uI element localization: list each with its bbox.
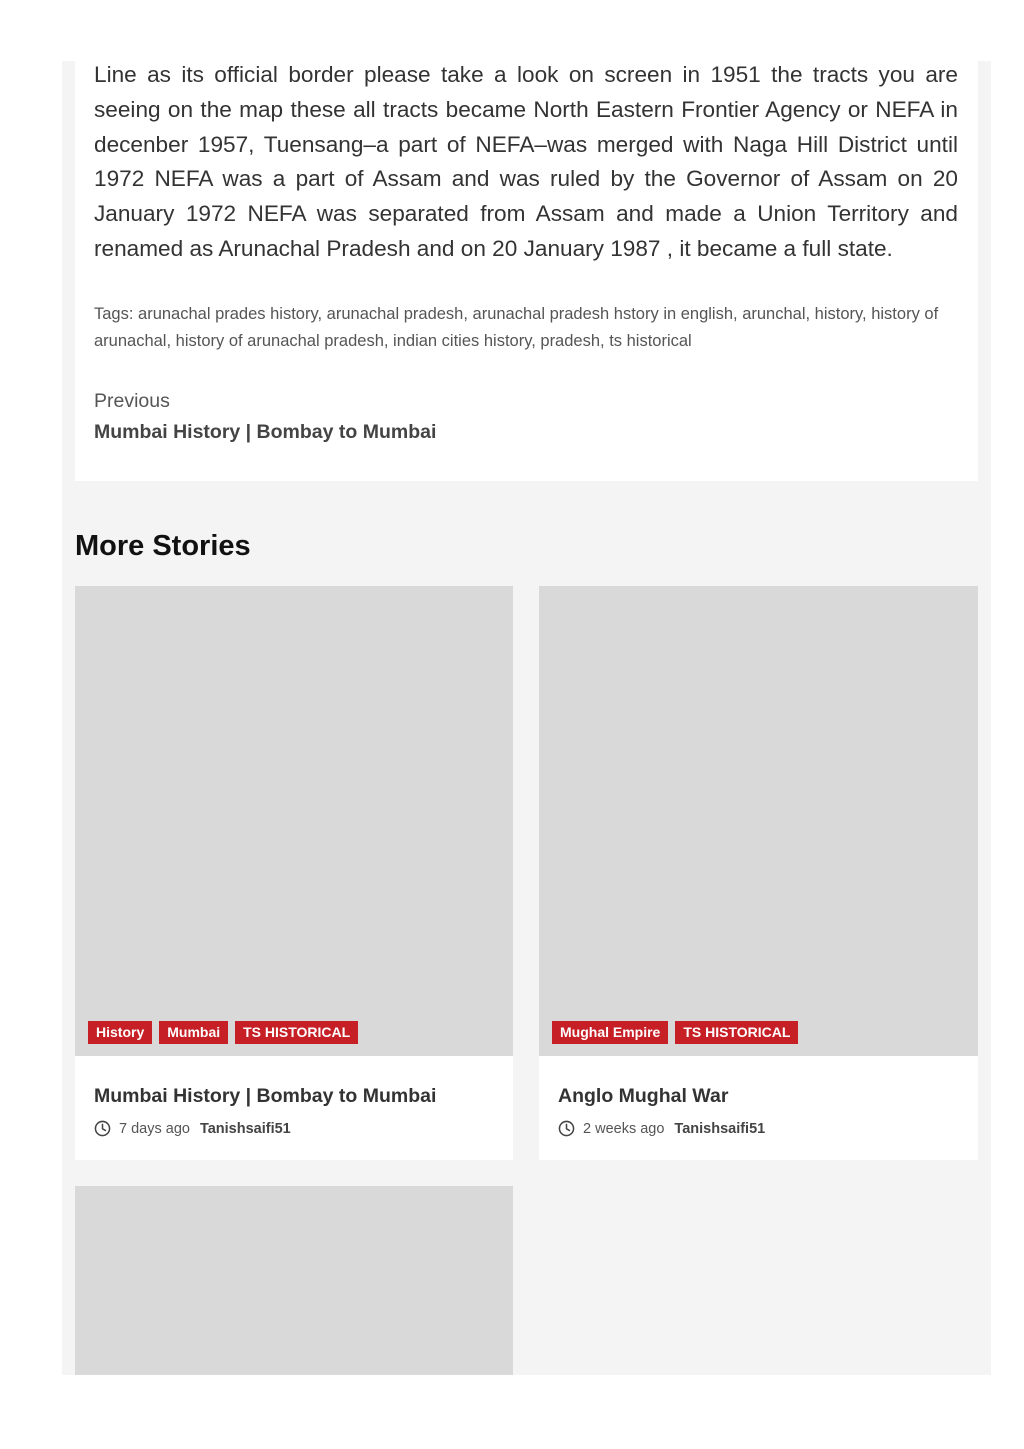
story-author-link[interactable]: Tanishsaifi51: [199, 1120, 291, 1137]
tag-link[interactable]: arunachal pradesh: [326, 305, 464, 323]
story-title-link[interactable]: Mumbai History | Bombay to Mumbai: [94, 1085, 437, 1107]
category-badge[interactable]: History: [88, 1021, 152, 1044]
story-card: [539, 586, 978, 1160]
tags-label: Tags:: [94, 305, 134, 323]
clock-icon: [94, 1120, 111, 1137]
story-time: 7 days ago: [119, 1120, 190, 1137]
tag-link[interactable]: ts historical: [609, 332, 692, 350]
story-meta: [94, 1120, 291, 1137]
story-thumbnail[interactable]: [75, 586, 513, 1056]
story-time: 2 weeks ago: [583, 1120, 665, 1137]
tag-link[interactable]: indian cities history: [393, 332, 532, 350]
tag-link[interactable]: history of arunachal: [94, 305, 939, 350]
story-thumbnail[interactable]: [75, 1186, 513, 1375]
category-badge[interactable]: TS HISTORICAL: [235, 1021, 358, 1044]
story-title-link[interactable]: Anglo Mughal War: [558, 1085, 729, 1107]
category-badge[interactable]: Mughal Empire: [552, 1021, 668, 1044]
article-body-text: Line as its official border please take a look on screen in 1951 the tracts you are seeing on the map these all tracts became North Eastern Frontier Agency or NEFA in decenber 1957, Tuensang–a part of NEFA–was merged with Naga Hill District until 1972 NEFA was a part of Assam and was ruled by the Governor of Assam on 20 January 1972 NEFA was separated from Assam and made a Union Territory and renamed as Arunachal Pradesh and on 20 January 1987 , it became a full state.: [94, 62, 958, 261]
category-list: [552, 1021, 798, 1044]
category-badge[interactable]: Mumbai: [159, 1021, 228, 1044]
article-tags: Tags: arunachal prades history, arunachal pradesh, arunachal pradesh hstory in english, arunchal, history, history of arunachal, history of arunachal pradesh, indian cities history, pradesh, ts historical: [94, 305, 939, 350]
tag-link[interactable]: arunachal pradesh hstory in english: [472, 305, 734, 323]
previous-post-link[interactable]: Mumbai History | Bombay to Mumbai: [94, 421, 437, 443]
story-card: [75, 1186, 513, 1375]
tag-link[interactable]: arunachal prades history: [138, 305, 318, 323]
tag-link[interactable]: pradesh: [540, 332, 601, 350]
tag-link[interactable]: arunchal: [742, 305, 806, 323]
story-card: [75, 586, 513, 1160]
tag-link[interactable]: history: [814, 305, 863, 323]
story-thumbnail[interactable]: [539, 586, 978, 1056]
more-stories-heading: More Stories: [75, 530, 251, 562]
tag-link[interactable]: history of arunachal pradesh: [175, 332, 384, 350]
category-list: [88, 1021, 358, 1044]
story-meta: [558, 1120, 765, 1137]
story-author-link[interactable]: Tanishsaifi51: [674, 1120, 766, 1137]
category-badge[interactable]: TS HISTORICAL: [675, 1021, 798, 1044]
clock-icon: [558, 1120, 575, 1137]
previous-post-label: Previous: [94, 390, 170, 412]
